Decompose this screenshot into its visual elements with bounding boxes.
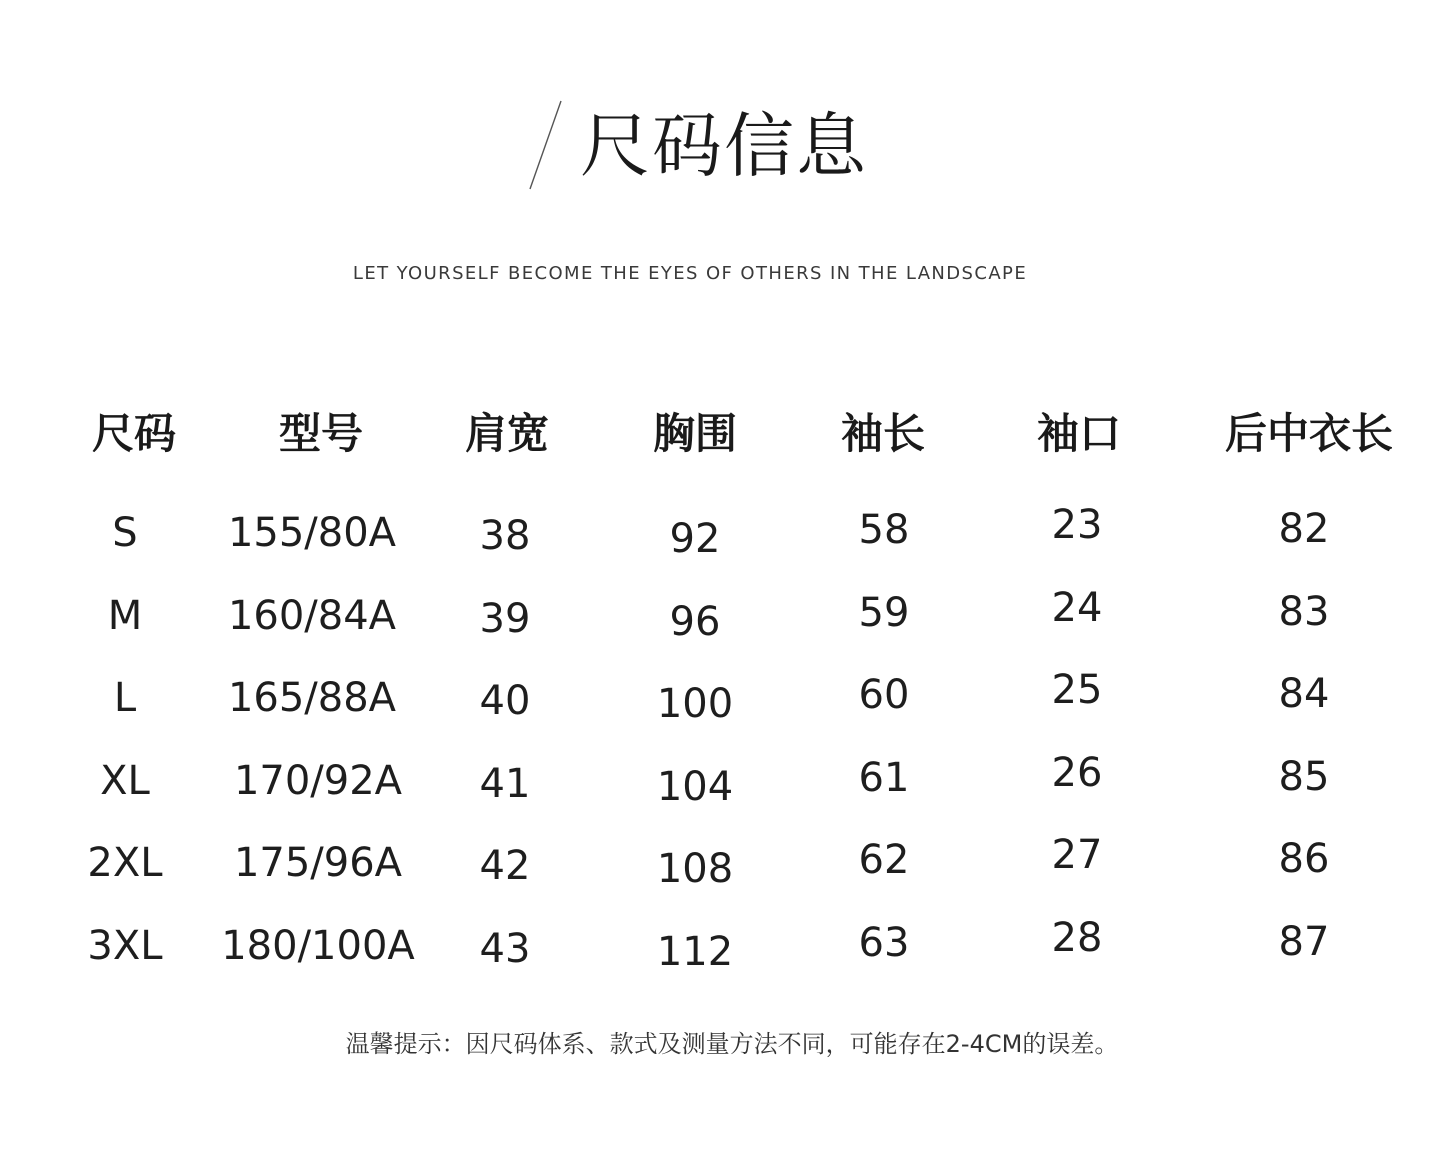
table-cell: 38 bbox=[479, 513, 531, 559]
column-header: 肩宽 bbox=[464, 409, 550, 458]
table-cell: 82 bbox=[1278, 506, 1330, 552]
table-cell: 112 bbox=[656, 929, 734, 975]
table-cell: 25 bbox=[1051, 667, 1103, 713]
table-cell: 3XL bbox=[87, 923, 163, 969]
table-cell: 155/80A bbox=[227, 510, 397, 556]
table-cell: 60 bbox=[858, 672, 910, 718]
table-cell: 40 bbox=[479, 678, 531, 724]
table-cell: 42 bbox=[479, 843, 531, 889]
table-cell: 175/96A bbox=[233, 840, 403, 886]
table-cell: 41 bbox=[479, 761, 531, 807]
table-cell: 84 bbox=[1278, 671, 1330, 717]
table-cell: 43 bbox=[479, 926, 531, 972]
table-cell: 165/88A bbox=[227, 675, 397, 721]
table-cell: 24 bbox=[1051, 585, 1103, 631]
table-cell: 87 bbox=[1278, 919, 1330, 965]
column-header: 袖口 bbox=[1036, 409, 1122, 458]
page-subtitle: LET YOURSELF BECOME THE EYES OF OTHERS IN THE LANDSCAPE bbox=[352, 263, 1028, 284]
table-cell: 23 bbox=[1051, 502, 1103, 548]
table-cell: 160/84A bbox=[227, 593, 397, 639]
table-cell: 2XL bbox=[87, 840, 163, 886]
table-cell: 58 bbox=[858, 507, 910, 553]
table-cell: 180/100A bbox=[221, 923, 415, 969]
table-cell: L bbox=[113, 675, 137, 721]
size-disclaimer-note: 温馨提示：因尺码体系、款式及测量方法不同，可能存在2-4CM的误差。 bbox=[345, 1030, 1119, 1058]
column-header: 型号 bbox=[278, 409, 364, 458]
table-cell: 28 bbox=[1051, 915, 1103, 961]
table-cell: 26 bbox=[1051, 750, 1103, 796]
table-cell: 59 bbox=[858, 590, 910, 636]
table-cell: XL bbox=[100, 758, 150, 804]
table-cell: 39 bbox=[479, 596, 531, 642]
table-cell: 92 bbox=[669, 516, 721, 562]
table-cell: 100 bbox=[656, 681, 734, 727]
table-cell: 86 bbox=[1278, 836, 1330, 882]
table-cell: 62 bbox=[858, 837, 910, 883]
table-cell: 104 bbox=[656, 764, 734, 810]
table-cell: 85 bbox=[1278, 754, 1330, 800]
column-header: 后中衣长 bbox=[1224, 409, 1394, 458]
column-header: 尺码 bbox=[91, 409, 177, 458]
table-cell: 61 bbox=[858, 755, 910, 801]
column-header: 袖长 bbox=[840, 409, 926, 458]
table-cell: 63 bbox=[858, 920, 910, 966]
table-cell: 108 bbox=[656, 846, 734, 892]
table-cell: 27 bbox=[1051, 832, 1103, 878]
table-cell: M bbox=[107, 593, 143, 639]
table-cell: S bbox=[112, 510, 138, 556]
table-cell: 96 bbox=[669, 599, 721, 645]
page-title: 尺码信息 bbox=[580, 105, 868, 187]
column-header: 胸围 bbox=[652, 409, 738, 458]
table-cell: 83 bbox=[1278, 589, 1330, 635]
table-cell: 170/92A bbox=[233, 758, 403, 804]
